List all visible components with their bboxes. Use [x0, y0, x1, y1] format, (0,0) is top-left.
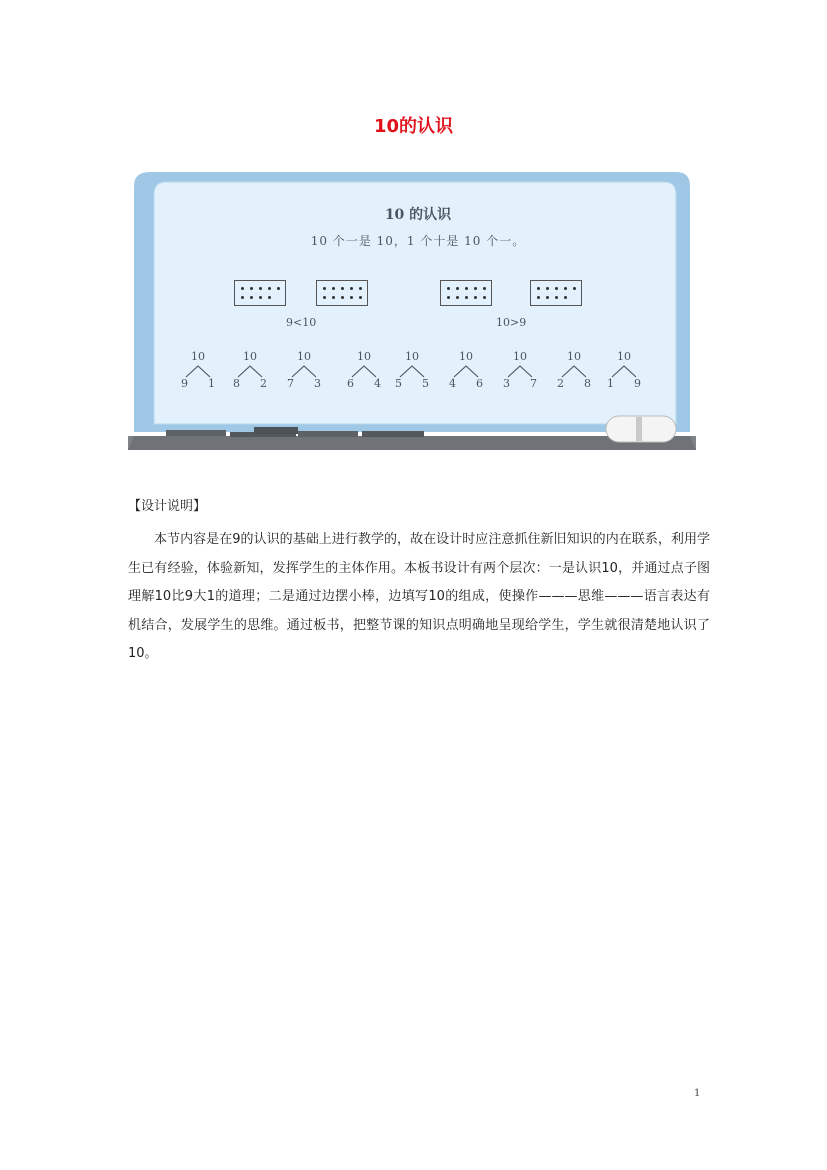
dot [546, 296, 549, 299]
dot [341, 287, 344, 290]
dot [564, 287, 567, 290]
pair-right: 5 [422, 377, 429, 390]
pair-left: 9 [181, 377, 188, 390]
decomposition-pair [554, 350, 594, 390]
branch-lines [344, 364, 384, 378]
dot [564, 296, 567, 299]
pair-left: 5 [395, 377, 402, 390]
dot [359, 287, 362, 290]
decomposition-pair [604, 350, 644, 390]
dot [546, 287, 549, 290]
dot [537, 296, 540, 299]
design-note-paragraph: 本节内容是在9的认识的基础上进行教学的，故在设计时应注意抓住新旧知识的内在联系，利用学生已有经验，体验新知，发挥学生的主体作用。本板书设计有两个层次：一是认识10，并通过点子图理解10比9大1的道理；二是通过边摆小棒，边填写10的组成，使操作———思维———语言表达有机结合，发展学生的思维。通过板书，把整节课的知识点明确地呈现给学生，学生就很清楚地认识了10。 [128, 532, 710, 661]
dot [241, 287, 244, 290]
dot [341, 296, 344, 299]
blackboard-illustration [128, 170, 696, 455]
pair-left: 7 [287, 377, 294, 390]
dot [350, 287, 353, 290]
branch-lines [392, 364, 432, 378]
pair-left: 4 [449, 377, 456, 390]
dot [323, 287, 326, 290]
dot [241, 296, 244, 299]
page-title: 10的认识 [373, 116, 454, 137]
branch-lines [554, 364, 594, 378]
pair-total: 10 [617, 350, 631, 363]
dot [456, 287, 459, 290]
dot [474, 296, 477, 299]
dot [447, 296, 450, 299]
pair-total: 10 [405, 350, 419, 363]
pair-right: 4 [374, 377, 381, 390]
compare-greater-than: 10>9 [496, 316, 527, 329]
pair-left: 8 [233, 377, 240, 390]
pair-total: 10 [567, 350, 581, 363]
dot [332, 287, 335, 290]
dot-box [234, 280, 286, 306]
branch-lines [230, 364, 270, 378]
dot [456, 296, 459, 299]
pair-right: 8 [584, 377, 591, 390]
branch-lines [604, 364, 644, 378]
dot [474, 287, 477, 290]
dot [483, 287, 486, 290]
dot [537, 287, 540, 290]
decomposition-pair [392, 350, 432, 390]
pair-left: 2 [557, 377, 564, 390]
pair-left: 1 [607, 377, 614, 390]
page-number: 1 [694, 1088, 701, 1099]
dot [259, 296, 262, 299]
pair-left: 3 [503, 377, 510, 390]
dot [359, 296, 362, 299]
pair-right: 6 [476, 377, 483, 390]
dot [447, 287, 450, 290]
dot [350, 296, 353, 299]
pair-total: 10 [513, 350, 527, 363]
branch-lines [284, 364, 324, 378]
dot-box [530, 280, 582, 306]
pair-right: 2 [260, 377, 267, 390]
branch-lines [500, 364, 540, 378]
pair-right: 1 [208, 377, 215, 390]
dot-box [440, 280, 492, 306]
decomposition-pair [446, 350, 486, 390]
dot [573, 287, 576, 290]
dot [323, 296, 326, 299]
dot [250, 287, 253, 290]
dot-box [316, 280, 368, 306]
dot [259, 287, 262, 290]
decomposition-pair [284, 350, 324, 390]
pair-right: 3 [314, 377, 321, 390]
dot [268, 296, 271, 299]
dot [332, 296, 335, 299]
pair-left: 6 [347, 377, 354, 390]
decomposition-pair [344, 350, 384, 390]
pair-right: 7 [530, 377, 537, 390]
pair-total: 10 [297, 350, 311, 363]
dot [555, 296, 558, 299]
compare-less-than: 9<10 [286, 316, 317, 329]
pair-total: 10 [459, 350, 473, 363]
board-title: 10 的认识 [384, 207, 452, 223]
dot [555, 287, 558, 290]
section-heading: 【设计说明】 [128, 499, 207, 514]
pair-total: 10 [243, 350, 257, 363]
board-subtitle: 10 个一是 10，1 个十是 10 个一。 [310, 234, 526, 248]
dot [277, 287, 280, 290]
branch-lines [446, 364, 486, 378]
branch-lines [178, 364, 218, 378]
decomposition-pair [500, 350, 540, 390]
dot [250, 296, 253, 299]
pair-total: 10 [357, 350, 371, 363]
decomposition-pair [178, 350, 218, 390]
pair-total: 10 [191, 350, 205, 363]
dot [483, 296, 486, 299]
dot [465, 296, 468, 299]
dot [465, 287, 468, 290]
pair-right: 9 [634, 377, 641, 390]
decomposition-pair [230, 350, 270, 390]
dot [268, 287, 271, 290]
